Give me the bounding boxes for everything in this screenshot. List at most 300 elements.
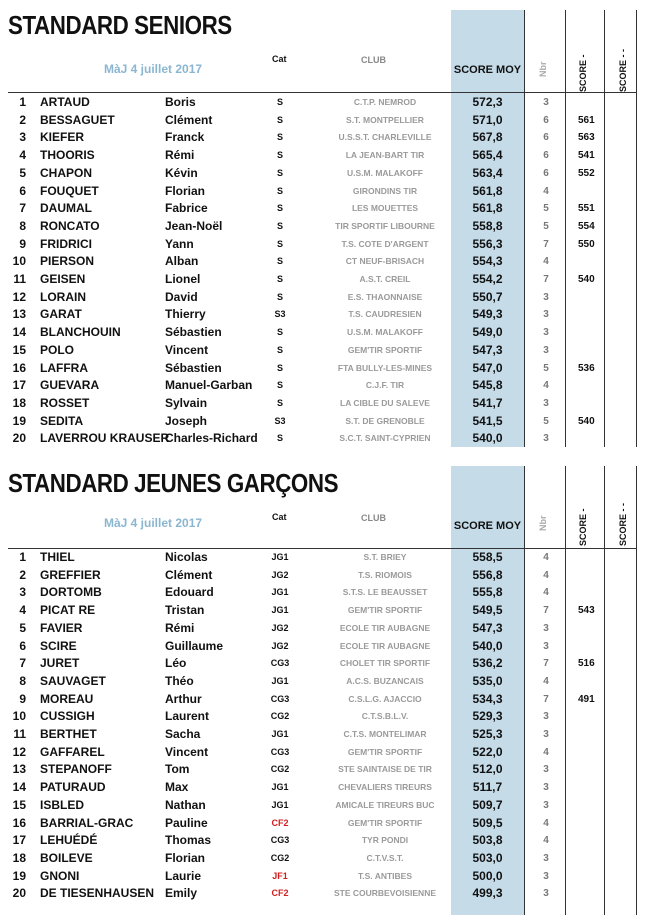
update-date: MàJ 4 juillet 2017 — [104, 516, 203, 530]
category-cell: CG3 — [270, 658, 290, 669]
category-cell: CG2 — [270, 711, 290, 722]
category-cell: S — [276, 380, 283, 391]
category-cell: S — [276, 397, 283, 408]
score-moy-cell: 512,0 — [472, 762, 503, 777]
first-name-cell: Léo — [165, 656, 187, 671]
table-row — [0, 360, 660, 378]
nbr-cell: 6 — [543, 114, 549, 126]
score-moy-cell: 545,8 — [472, 378, 503, 393]
first-name-cell: Lionel — [165, 272, 201, 286]
first-name-cell: Vincent — [165, 744, 209, 759]
rank-cell: 20 — [12, 886, 26, 901]
first-name-cell: Théo — [165, 673, 194, 688]
score-1-cell: 561 — [578, 114, 595, 126]
section-title: STANDARD SENIORS — [8, 10, 232, 40]
club-cell: U.S.M. MALAKOFF — [346, 327, 424, 338]
score-moy-cell: 541,5 — [472, 413, 503, 428]
last-name-cell: ROSSET — [40, 395, 90, 410]
score-moy-cell: 561,8 — [472, 183, 503, 198]
category-cell: S3 — [274, 415, 286, 426]
nbr-cell: 3 — [543, 764, 549, 776]
last-name-cell: SCIRE — [40, 638, 77, 653]
rank-cell: 17 — [12, 833, 26, 848]
rank-cell: 12 — [12, 744, 26, 759]
first-name-cell: Sacha — [165, 727, 201, 741]
nbr-cell: 4 — [543, 587, 549, 599]
nbr-cell: 3 — [543, 309, 549, 321]
club-cell: A.C.S. BUZANCAIS — [346, 675, 424, 686]
nbr-cell: 3 — [543, 291, 549, 303]
category-cell: S — [276, 185, 283, 196]
table-row — [0, 726, 660, 744]
rank-cell: 15 — [12, 797, 26, 812]
table-row — [0, 744, 660, 762]
table-row — [0, 708, 660, 726]
club-cell: CHEVALIERS TIREURS — [338, 782, 432, 793]
score-moy-cell: 540,0 — [472, 638, 503, 653]
rank-cell: 20 — [12, 431, 26, 446]
rank-cell: 5 — [19, 620, 26, 635]
first-name-cell: Rémi — [165, 148, 195, 163]
nbr-cell: 3 — [543, 433, 549, 445]
table-row — [0, 549, 660, 567]
score-1-cell: 491 — [578, 693, 595, 705]
club-cell: S.T. MONTPELLIER — [346, 114, 424, 125]
club-cell: C.T.S. MONTELIMAR — [343, 729, 427, 739]
table-row — [0, 691, 660, 709]
category-cell: JF1 — [272, 870, 288, 881]
category-cell: S — [276, 132, 283, 143]
section-title: STANDARD JEUNES GARÇONS — [8, 468, 339, 498]
nbr-cell: 6 — [543, 150, 549, 162]
score-moy-cell: 565,4 — [472, 148, 503, 163]
last-name-cell: LAVERROU KRAUSER — [40, 431, 170, 446]
last-name-cell: GEISEN — [40, 272, 86, 286]
rank-cell: 15 — [12, 342, 26, 357]
club-cell: CHOLET TIR SPORTIF — [339, 658, 431, 669]
club-cell: C.J.F. TIR — [365, 380, 405, 391]
club-cell: U.S.S.T. CHARLEVILLE — [338, 132, 432, 143]
category-cell: CG3 — [270, 835, 290, 846]
score-moy-cell: 534,3 — [472, 691, 503, 706]
score-moy-cell: 509,5 — [472, 815, 503, 830]
score-moy-cell: 503,8 — [472, 833, 503, 848]
first-name-cell: Jean-Noël — [165, 218, 223, 233]
first-name-cell: Laurie — [165, 868, 202, 883]
nbr-cell: 5 — [543, 362, 549, 374]
rank-cell: 10 — [12, 254, 26, 269]
table-row — [0, 94, 660, 112]
club-cell: AMICALE TIREURS BUC — [335, 799, 435, 810]
update-date: MàJ 4 juillet 2017 — [104, 62, 203, 76]
category-cell: S — [276, 344, 283, 355]
header-club: CLUB — [361, 55, 386, 65]
first-name-cell: Joseph — [165, 413, 208, 428]
first-name-cell: Boris — [165, 95, 196, 109]
category-cell: JG2 — [271, 569, 289, 580]
category-cell: JG1 — [271, 587, 289, 598]
club-cell: C.T.P. NEMROD — [353, 97, 417, 107]
rank-cell: 17 — [12, 378, 26, 393]
first-name-cell: Arthur — [165, 691, 202, 706]
nbr-cell: 3 — [543, 622, 549, 634]
category-cell: S — [276, 291, 283, 302]
header-score-moy: SCORE MOY — [453, 520, 522, 532]
category-cell: JG1 — [271, 729, 289, 739]
category-cell: S — [276, 150, 283, 161]
score-moy-cell: 547,3 — [472, 342, 503, 357]
rank-cell: 4 — [19, 603, 26, 618]
score-moy-cell: 571,0 — [472, 112, 503, 127]
first-name-cell: Tom — [165, 762, 190, 777]
score-moy-cell: 556,8 — [472, 567, 503, 582]
table-row — [0, 112, 660, 130]
first-name-cell: Max — [165, 780, 189, 795]
rank-cell: 7 — [19, 656, 26, 671]
last-name-cell: POLO — [40, 342, 75, 357]
rank-cell: 1 — [19, 550, 26, 564]
nbr-cell: 7 — [543, 274, 549, 285]
last-name-cell: DORTOMB — [40, 585, 102, 600]
score-moy-cell: 549,0 — [472, 325, 503, 340]
club-cell: C.T.V.S.T. — [366, 852, 404, 863]
nbr-cell: 5 — [543, 203, 549, 215]
last-name-cell: GAFFAREL — [40, 744, 105, 759]
nbr-cell: 3 — [543, 397, 549, 409]
table-row — [0, 832, 660, 850]
club-cell: GEM'TIR SPORTIF — [347, 817, 423, 828]
first-name-cell: Charles-Richard — [165, 431, 258, 446]
nbr-cell: 3 — [543, 782, 549, 794]
header-rule — [8, 92, 636, 93]
score-moy-cell: 525,3 — [472, 727, 503, 741]
last-name-cell: FOUQUET — [40, 183, 99, 198]
last-name-cell: PICAT RE — [40, 603, 96, 618]
last-name-cell: KIEFER — [40, 130, 85, 145]
last-name-cell: CHAPON — [40, 165, 93, 180]
category-cell: S — [276, 274, 283, 284]
club-cell: STE SAINTAISE DE TIR — [338, 764, 432, 775]
rank-cell: 6 — [19, 183, 26, 198]
first-name-cell: Sylvain — [165, 395, 208, 410]
score-moy-cell: 547,3 — [472, 620, 503, 635]
last-name-cell: PIERSON — [40, 254, 95, 269]
nbr-cell: 4 — [543, 552, 549, 563]
rank-cell: 2 — [19, 567, 26, 582]
first-name-cell: Emily — [165, 886, 198, 901]
first-name-cell: Tristan — [165, 603, 205, 618]
table-row — [0, 567, 660, 585]
rank-cell: 6 — [19, 638, 26, 653]
rank-cell: 3 — [19, 130, 26, 145]
last-name-cell: THIEL — [40, 550, 75, 564]
club-cell: TIR SPORTIF LIBOURNE — [335, 220, 435, 231]
score-1-cell: 540 — [578, 274, 595, 285]
score-moy-cell: 572,3 — [472, 95, 503, 109]
rank-cell: 13 — [12, 762, 26, 777]
nbr-cell: 5 — [543, 415, 549, 427]
score-moy-cell: 550,7 — [472, 289, 503, 304]
last-name-cell: ARTAUD — [40, 95, 90, 109]
table-row — [0, 324, 660, 342]
nbr-cell: 3 — [543, 344, 549, 356]
category-cell: CG3 — [270, 693, 290, 704]
first-name-cell: Sébastien — [165, 325, 222, 340]
score-moy-cell: 554,3 — [472, 254, 503, 269]
table-row — [0, 165, 660, 183]
rank-cell: 19 — [12, 413, 26, 428]
last-name-cell: ISBLED — [40, 797, 85, 812]
rank-cell: 3 — [19, 585, 26, 600]
first-name-cell: Kévin — [165, 165, 198, 180]
category-cell: CG3 — [270, 746, 290, 757]
table-row — [0, 797, 660, 815]
rank-cell: 1 — [19, 95, 26, 109]
club-cell: ECOLE TIR AUBAGNE — [339, 622, 431, 633]
score-moy-cell: 503,0 — [472, 850, 503, 865]
club-cell: TYR PONDI — [361, 835, 409, 846]
table-row — [0, 342, 660, 360]
last-name-cell: LORAIN — [40, 289, 86, 304]
score-moy-cell: 536,2 — [472, 656, 503, 671]
score-1-cell: 551 — [578, 203, 595, 215]
score-moy-cell: 561,8 — [472, 201, 503, 216]
first-name-cell: Fabrice — [165, 201, 208, 216]
last-name-cell: BARRIAL-GRAC — [40, 815, 134, 830]
category-cell: CF2 — [271, 817, 289, 828]
rank-cell: 8 — [19, 218, 26, 233]
table-row — [0, 183, 660, 201]
header-nbr: Nbr — [538, 515, 548, 531]
last-name-cell: GUEVARA — [40, 378, 100, 393]
score-moy-cell: 558,8 — [472, 218, 503, 233]
first-name-cell: Edouard — [165, 585, 214, 600]
category-cell: CG2 — [270, 852, 290, 863]
club-cell: STE COURBEVOISIENNE — [333, 888, 437, 899]
header-score-1: SCORE - — [578, 508, 588, 546]
last-name-cell: THOORIS — [40, 148, 95, 163]
last-name-cell: GNONI — [40, 868, 80, 883]
category-cell: S — [276, 433, 283, 444]
category-cell: S — [276, 220, 283, 231]
first-name-cell: Nicolas — [165, 550, 208, 564]
category-cell: S — [276, 203, 283, 214]
header-cat: Cat — [272, 512, 287, 522]
category-cell: S — [276, 256, 283, 267]
table-row — [0, 850, 660, 868]
last-name-cell: GREFFIER — [40, 567, 101, 582]
rank-cell: 18 — [12, 850, 26, 865]
category-cell: JG1 — [271, 799, 289, 810]
score-moy-cell: 511,7 — [472, 780, 503, 795]
category-cell: S3 — [274, 309, 286, 320]
rank-cell: 9 — [19, 236, 26, 251]
category-cell: S — [276, 97, 283, 107]
first-name-cell: Manuel-Garban — [165, 378, 253, 393]
category-cell: S — [276, 167, 283, 178]
table-row — [0, 306, 660, 324]
table-row — [0, 147, 660, 165]
rank-cell: 19 — [12, 868, 26, 883]
nbr-cell: 4 — [543, 380, 549, 392]
rank-cell: 11 — [13, 272, 26, 286]
first-name-cell: Pauline — [165, 815, 208, 830]
first-name-cell: Franck — [165, 130, 205, 145]
header-score-1: SCORE - — [578, 54, 588, 92]
last-name-cell: LEHUÉDÉ — [40, 833, 98, 848]
score-1-cell: 563 — [578, 132, 595, 144]
header-score-2: SCORE - - — [618, 48, 628, 92]
last-name-cell: JURET — [40, 656, 80, 671]
first-name-cell: Florian — [165, 183, 206, 198]
category-cell: JG1 — [271, 552, 289, 562]
first-name-cell: Vincent — [165, 342, 209, 357]
first-name-cell: Thierry — [165, 307, 206, 322]
last-name-cell: LAFFRA — [40, 360, 88, 375]
nbr-cell: 7 — [543, 693, 549, 705]
score-moy-cell: 499,3 — [472, 886, 503, 901]
first-name-cell: Yann — [165, 236, 194, 251]
club-cell: S.T. BRIEY — [363, 552, 407, 562]
nbr-cell: 3 — [543, 870, 549, 882]
club-cell: FTA BULLY-LES-MINES — [337, 362, 433, 373]
nbr-cell: 4 — [543, 835, 549, 847]
score-moy-cell: 500,0 — [472, 868, 503, 883]
last-name-cell: GARAT — [40, 307, 82, 322]
last-name-cell: RONCATO — [40, 218, 100, 233]
header-score-moy: SCORE MOY — [453, 64, 522, 76]
table-row — [0, 253, 660, 271]
score-1-cell: 536 — [578, 362, 595, 374]
score-moy-cell: 535,0 — [472, 673, 503, 688]
table-row — [0, 200, 660, 218]
header-score-2: SCORE - - — [618, 502, 628, 546]
nbr-cell: 3 — [543, 852, 549, 864]
last-name-cell: BLANCHOUIN — [40, 325, 121, 340]
section-standard-jeunes-garcons — [0, 462, 660, 918]
header-club: CLUB — [361, 513, 386, 523]
nbr-cell: 3 — [543, 888, 549, 900]
first-name-cell: Clément — [165, 567, 213, 582]
club-cell: ECOLE TIR AUBAGNE — [339, 640, 431, 651]
rank-cell: 11 — [13, 727, 26, 741]
score-1-cell: 543 — [578, 605, 595, 617]
score-1-cell: 554 — [578, 220, 595, 232]
nbr-cell: 4 — [543, 185, 549, 197]
first-name-cell: Laurent — [165, 709, 210, 724]
nbr-cell: 7 — [543, 605, 549, 617]
last-name-cell: BOILEVE — [40, 850, 93, 865]
nbr-cell: 4 — [543, 817, 549, 829]
category-cell: JG2 — [271, 640, 289, 651]
score-moy-cell: 563,4 — [472, 165, 503, 180]
first-name-cell: Sébastien — [165, 360, 222, 375]
table-row — [0, 602, 660, 620]
category-cell: JG2 — [271, 622, 289, 633]
table-row — [0, 395, 660, 413]
table-row — [0, 868, 660, 886]
club-cell: C.S.L.G. AJACCIO — [348, 693, 422, 704]
nbr-cell: 4 — [543, 675, 549, 687]
table-row — [0, 673, 660, 691]
nbr-cell: 7 — [543, 658, 549, 670]
last-name-cell: STEPANOFF — [40, 762, 112, 777]
last-name-cell: BESSAGUET — [40, 112, 115, 127]
club-cell: S.C.T. SAINT-CYPRIEN — [339, 433, 431, 444]
last-name-cell: SAUVAGET — [40, 673, 106, 688]
score-1-cell: 552 — [578, 167, 595, 179]
table-row — [0, 815, 660, 833]
category-cell: S — [276, 114, 283, 125]
nbr-cell: 3 — [543, 711, 549, 723]
table-row — [0, 129, 660, 147]
category-cell: JG1 — [271, 605, 289, 616]
rank-cell: 18 — [12, 395, 26, 410]
club-cell: T.S. COTE D'ARGENT — [341, 238, 429, 249]
nbr-cell: 3 — [543, 729, 549, 740]
club-cell: LA JEAN-BART TIR — [345, 150, 425, 161]
rank-cell: 4 — [19, 148, 26, 163]
last-name-cell: FRIDRICI — [40, 236, 92, 251]
club-cell: S.T.S. LE BEAUSSET — [342, 587, 428, 598]
score-moy-cell: 549,5 — [472, 603, 503, 618]
club-cell: GEM'TIR SPORTIF — [347, 605, 423, 616]
club-cell: U.S.M. MALAKOFF — [346, 167, 424, 178]
first-name-cell: Thomas — [165, 833, 212, 848]
score-1-cell: 516 — [578, 658, 595, 670]
table-row — [0, 289, 660, 307]
nbr-cell: 3 — [543, 640, 549, 652]
last-name-cell: FAVIER — [40, 620, 83, 635]
table-row — [0, 655, 660, 673]
first-name-cell: Nathan — [165, 797, 206, 812]
club-cell: GIRONDINS TIR — [352, 185, 418, 196]
rank-cell: 16 — [12, 360, 26, 375]
category-cell: CF2 — [271, 888, 289, 899]
table-row — [0, 218, 660, 236]
score-1-cell: 541 — [578, 150, 595, 162]
rank-cell: 13 — [12, 307, 26, 322]
rank-cell: 16 — [12, 815, 26, 830]
last-name-cell: SEDITA — [40, 413, 84, 428]
score-moy-cell: 547,0 — [472, 360, 503, 375]
nbr-cell: 3 — [543, 327, 549, 339]
first-name-cell: Alban — [165, 254, 199, 269]
nbr-cell: 3 — [543, 799, 549, 811]
club-cell: S.T. DE GRENOBLE — [345, 415, 425, 426]
header-nbr: Nbr — [538, 61, 548, 77]
first-name-cell: Florian — [165, 850, 206, 865]
club-cell: C.T.S.B.L.V. — [361, 711, 409, 722]
rank-cell: 12 — [12, 289, 26, 304]
score-moy-cell: 554,2 — [472, 272, 503, 286]
rank-cell: 10 — [12, 709, 26, 724]
first-name-cell: David — [165, 289, 198, 304]
table-row — [0, 271, 660, 289]
club-cell: T.S. RIOMOIS — [358, 569, 412, 580]
table-row — [0, 779, 660, 797]
club-cell: GEM'TIR SPORTIF — [347, 746, 423, 757]
club-cell: A.S.T. CREIL — [359, 274, 411, 284]
table-row — [0, 638, 660, 656]
header-cat: Cat — [272, 54, 287, 64]
rank-cell: 2 — [19, 112, 26, 127]
table-row — [0, 620, 660, 638]
category-cell: S — [276, 238, 283, 249]
rank-cell: 14 — [12, 780, 26, 795]
score-moy-cell: 556,3 — [472, 236, 503, 251]
nbr-cell: 4 — [543, 569, 549, 581]
